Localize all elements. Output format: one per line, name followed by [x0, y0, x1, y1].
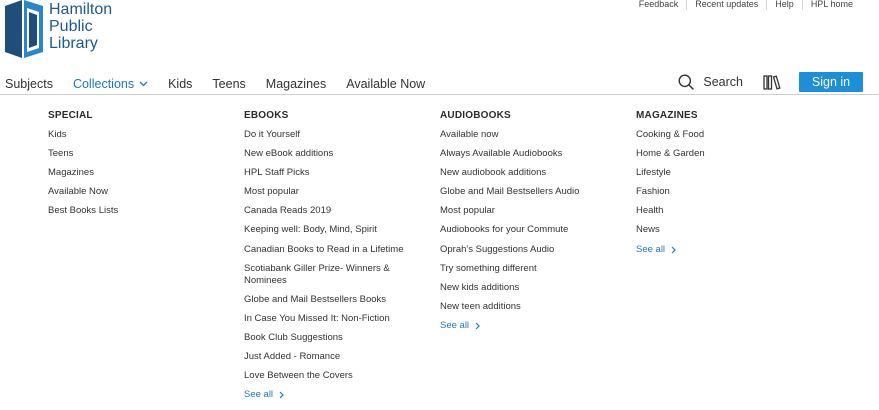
menu-link[interactable]: Health: [636, 205, 664, 217]
menu-link[interactable]: Teens: [48, 148, 74, 160]
see-all-ebooks-link[interactable]: [244, 389, 434, 401]
menu-link[interactable]: New eBook additions: [244, 148, 334, 160]
nav-item-magazines[interactable]: [266, 77, 326, 91]
chevron-down-icon: [139, 81, 148, 87]
menu-link[interactable]: Audiobooks for your Commute: [440, 224, 569, 236]
recent-updates-link[interactable]: Recent updates: [686, 0, 766, 10]
nav-item-available-now[interactable]: [346, 77, 425, 91]
menu-link[interactable]: Most popular: [244, 186, 299, 198]
chevron-right-icon: [671, 246, 676, 254]
menu-link[interactable]: Canadian Books to Read in a Lifetime: [244, 243, 404, 255]
menu-divider: [0, 94, 879, 95]
library-name-line1: Hamilton: [49, 1, 113, 18]
nav-item-label: Available Now: [346, 77, 426, 91]
nav-item-collections[interactable]: [73, 77, 148, 91]
menu-link[interactable]: Home & Garden: [636, 148, 705, 160]
menu-link[interactable]: In Case You Missed It: Non-Fiction: [244, 312, 390, 324]
menu-column-special: [48, 110, 238, 224]
menu-column-title: SPECIAL: [48, 110, 93, 121]
search-button[interactable]: [678, 74, 743, 90]
menu-link[interactable]: New kids additions: [440, 281, 520, 293]
search-label: Search: [703, 75, 743, 89]
menu-link[interactable]: Magazines: [48, 167, 94, 179]
menu-link[interactable]: Always Available Audiobooks: [440, 148, 563, 160]
nav-item-label: Kids: [168, 77, 193, 91]
menu-link[interactable]: Available Now: [48, 186, 109, 198]
menu-link[interactable]: Try something different: [440, 262, 537, 274]
menu-column-title: EBOOKS: [244, 110, 289, 121]
hpl-home-link[interactable]: HPL home: [802, 0, 861, 10]
menu-link[interactable]: New teen additions: [440, 300, 521, 312]
library-logo[interactable]: [5, 0, 125, 60]
feedback-link[interactable]: Feedback: [638, 0, 679, 9]
nav-item-teens[interactable]: [212, 77, 245, 91]
menu-link[interactable]: Love Between the Covers: [244, 370, 353, 382]
see-all-label: See all: [440, 319, 470, 331]
search-icon: [678, 74, 694, 90]
menu-link[interactable]: Globe and Mail Bestsellers Books: [244, 293, 387, 305]
menu-link[interactable]: Kids: [48, 129, 67, 140]
sign-in-button[interactable]: Sign in: [799, 72, 863, 92]
library-name-line2: Public: [49, 18, 93, 35]
see-all-magazines-link[interactable]: [636, 244, 826, 256]
chevron-right-icon: [475, 322, 480, 330]
menu-link[interactable]: Just Added - Romance: [244, 351, 341, 363]
help-link[interactable]: Help: [766, 0, 802, 10]
nav-item-label: Magazines: [265, 77, 327, 91]
menu-column-title: MAGAZINES: [636, 110, 698, 121]
nav-item-label: Collections: [72, 77, 135, 91]
chevron-right-icon: [279, 391, 284, 399]
menu-link[interactable]: Available now: [440, 129, 499, 140]
see-all-label: See all: [636, 243, 666, 255]
menu-link[interactable]: Most popular: [440, 205, 495, 217]
menu-link[interactable]: Oprah's Suggestions Audio: [440, 243, 555, 255]
menu-column-ebooks: [244, 110, 434, 401]
nav-actions: [678, 72, 863, 92]
menu-link[interactable]: Book Club Suggestions: [244, 331, 343, 343]
menu-column-title: AUDIOBOOKS: [440, 110, 511, 121]
nav-item-kids[interactable]: [168, 77, 192, 91]
menu-link[interactable]: Canada Reads 2019: [244, 205, 332, 217]
menu-link[interactable]: News: [636, 224, 660, 236]
menu-link[interactable]: HPL Staff Picks: [244, 167, 310, 179]
shelves-button[interactable]: [763, 74, 781, 90]
menu-link[interactable]: Scotiabank Giller Prize- Winners & Nominees: [244, 262, 390, 286]
nav-item-subjects[interactable]: [5, 77, 53, 91]
menu-link[interactable]: Globe and Mail Bestsellers Audio: [440, 186, 580, 198]
library-logo-mark-icon: [5, 0, 43, 58]
menu-column-magazines: [636, 110, 826, 256]
menu-link[interactable]: Keeping well: Body, Mind, Spirit: [244, 224, 377, 236]
menu-link[interactable]: New audiobook additions: [440, 167, 547, 179]
menu-link[interactable]: Fashion: [636, 186, 670, 198]
nav-item-label: Subjects: [5, 77, 53, 91]
bookshelf-icon: [763, 74, 781, 90]
menu-link[interactable]: Lifestyle: [636, 167, 671, 179]
menu-link[interactable]: Do it Yourself: [244, 129, 300, 140]
library-name-line3: Library: [49, 35, 98, 52]
see-all-label: See all: [244, 389, 274, 401]
library-name: [49, 1, 112, 52]
nav-item-label: Teens: [212, 77, 246, 91]
utility-links: [631, 0, 861, 10]
menu-link[interactable]: Cooking & Food: [636, 129, 705, 140]
see-all-audiobooks-link[interactable]: [440, 320, 630, 332]
menu-link[interactable]: Best Books Lists: [48, 205, 119, 217]
menu-column-audiobooks: [440, 110, 630, 332]
